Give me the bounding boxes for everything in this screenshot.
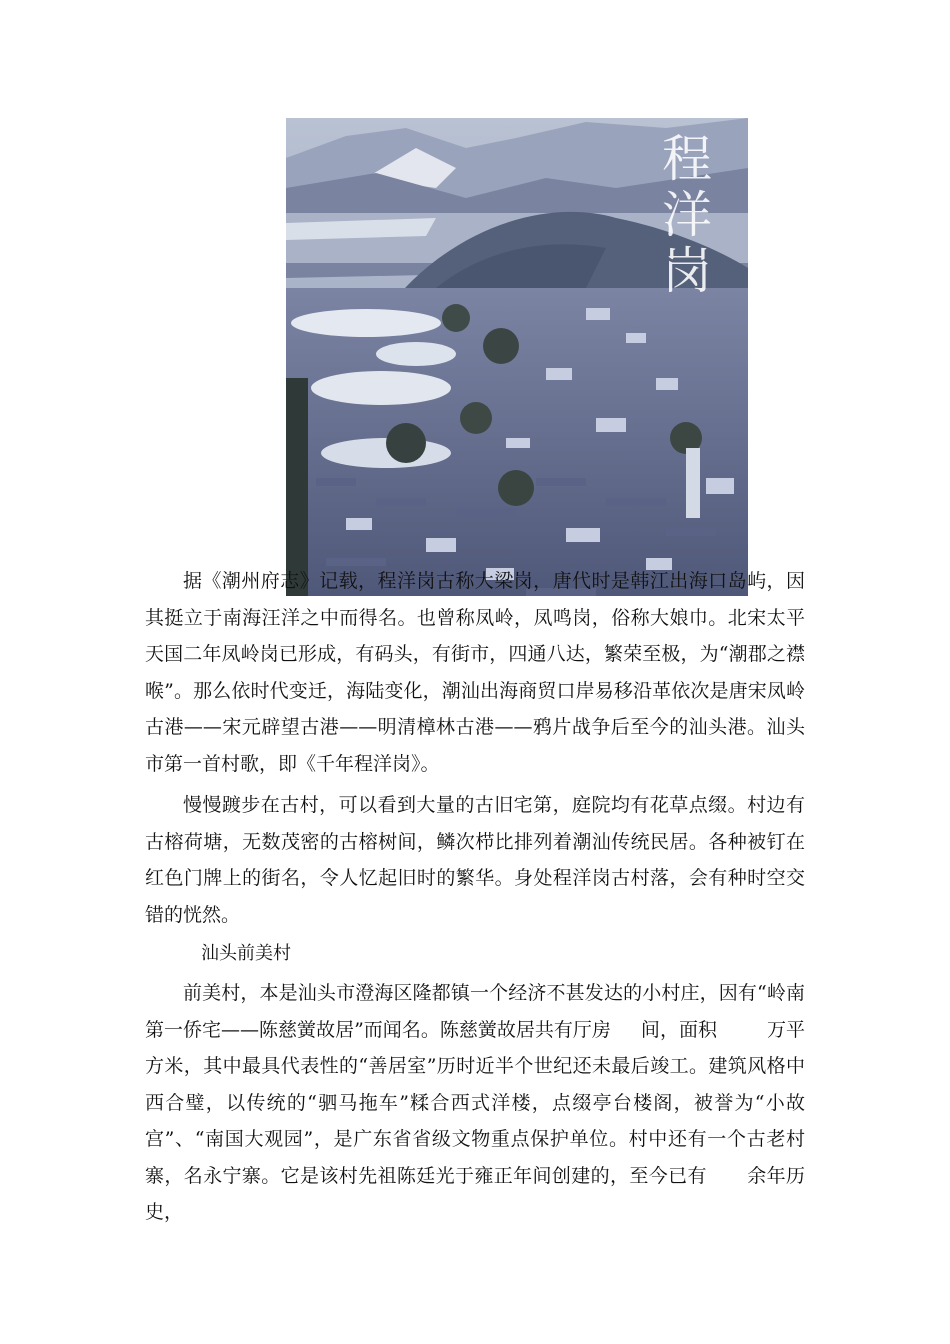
- paragraph-part-3: 万平方米，其中最具代表性的“善居室”历时近半个世纪还未最后竣工。建筑风格中西合璧，以传统的“驷马拖车”糅合西式洋楼，点缀亭台楼阁，被誉为“小故宫”、“南国大观园”，是广东省省级文物重点保护单位。村中还有一个古老村寨，名永宁寨。它是该村先祖陈廷光于雍正年间创建的，至今已有: [145, 1018, 805, 1187]
- photo-calligraphy-title: 程洋岗: [654, 132, 712, 300]
- village-photo: [286, 118, 748, 596]
- paragraph-old-village-walk: 慢慢踱步在古村，可以看到大量的古旧宅第，庭院均有花草点缀。村边有古榕荷塘，无数茂密的古榕树间，鳞次栉比排列着潮汕传统民居。各种被钉在红色门牌上的街名，令人忆起旧时的繁华。身处程洋岗古村落，会有种时空交错的恍然。: [145, 794, 805, 926]
- paragraph-part-2: 间，面积: [640, 1018, 717, 1041]
- paragraph-part-4: 余年历史，: [145, 1164, 805, 1223]
- section-heading-qianmei-village: 汕头前美村: [201, 943, 291, 964]
- paragraph-part-1: 前美村，本是汕头市澄海区隆都镇一个经济不甚发达的小村庄，因有“岭南第一侨宅——陈慈黉故居”而闻名。陈慈黉故居共有厅房: [145, 982, 805, 1041]
- paragraph-chengyanggang-history: 据《潮州府志》记载，程洋岗古称大梁岗，唐代时是韩江出海口岛屿，因其挺立于南海汪洋之中而得名。也曾称凤岭，凤鸣岗，俗称大娘巾。北宋太平天国二年凤岭岗已形成，有码头，有街市，四通八达，繁荣至极，为“潮郡之襟喉”。那么依时代变迁，海陆变化，潮汕出海商贸口岸易移沿革依次是唐宋凤岭古港——宋元辟望古港——明清樟林古港——鸦片战争后至今的汕头港。汕头市第一首村歌，即《千年程洋岗》。: [145, 570, 805, 775]
- paragraph-qianmei-village: [145, 975, 805, 1231]
